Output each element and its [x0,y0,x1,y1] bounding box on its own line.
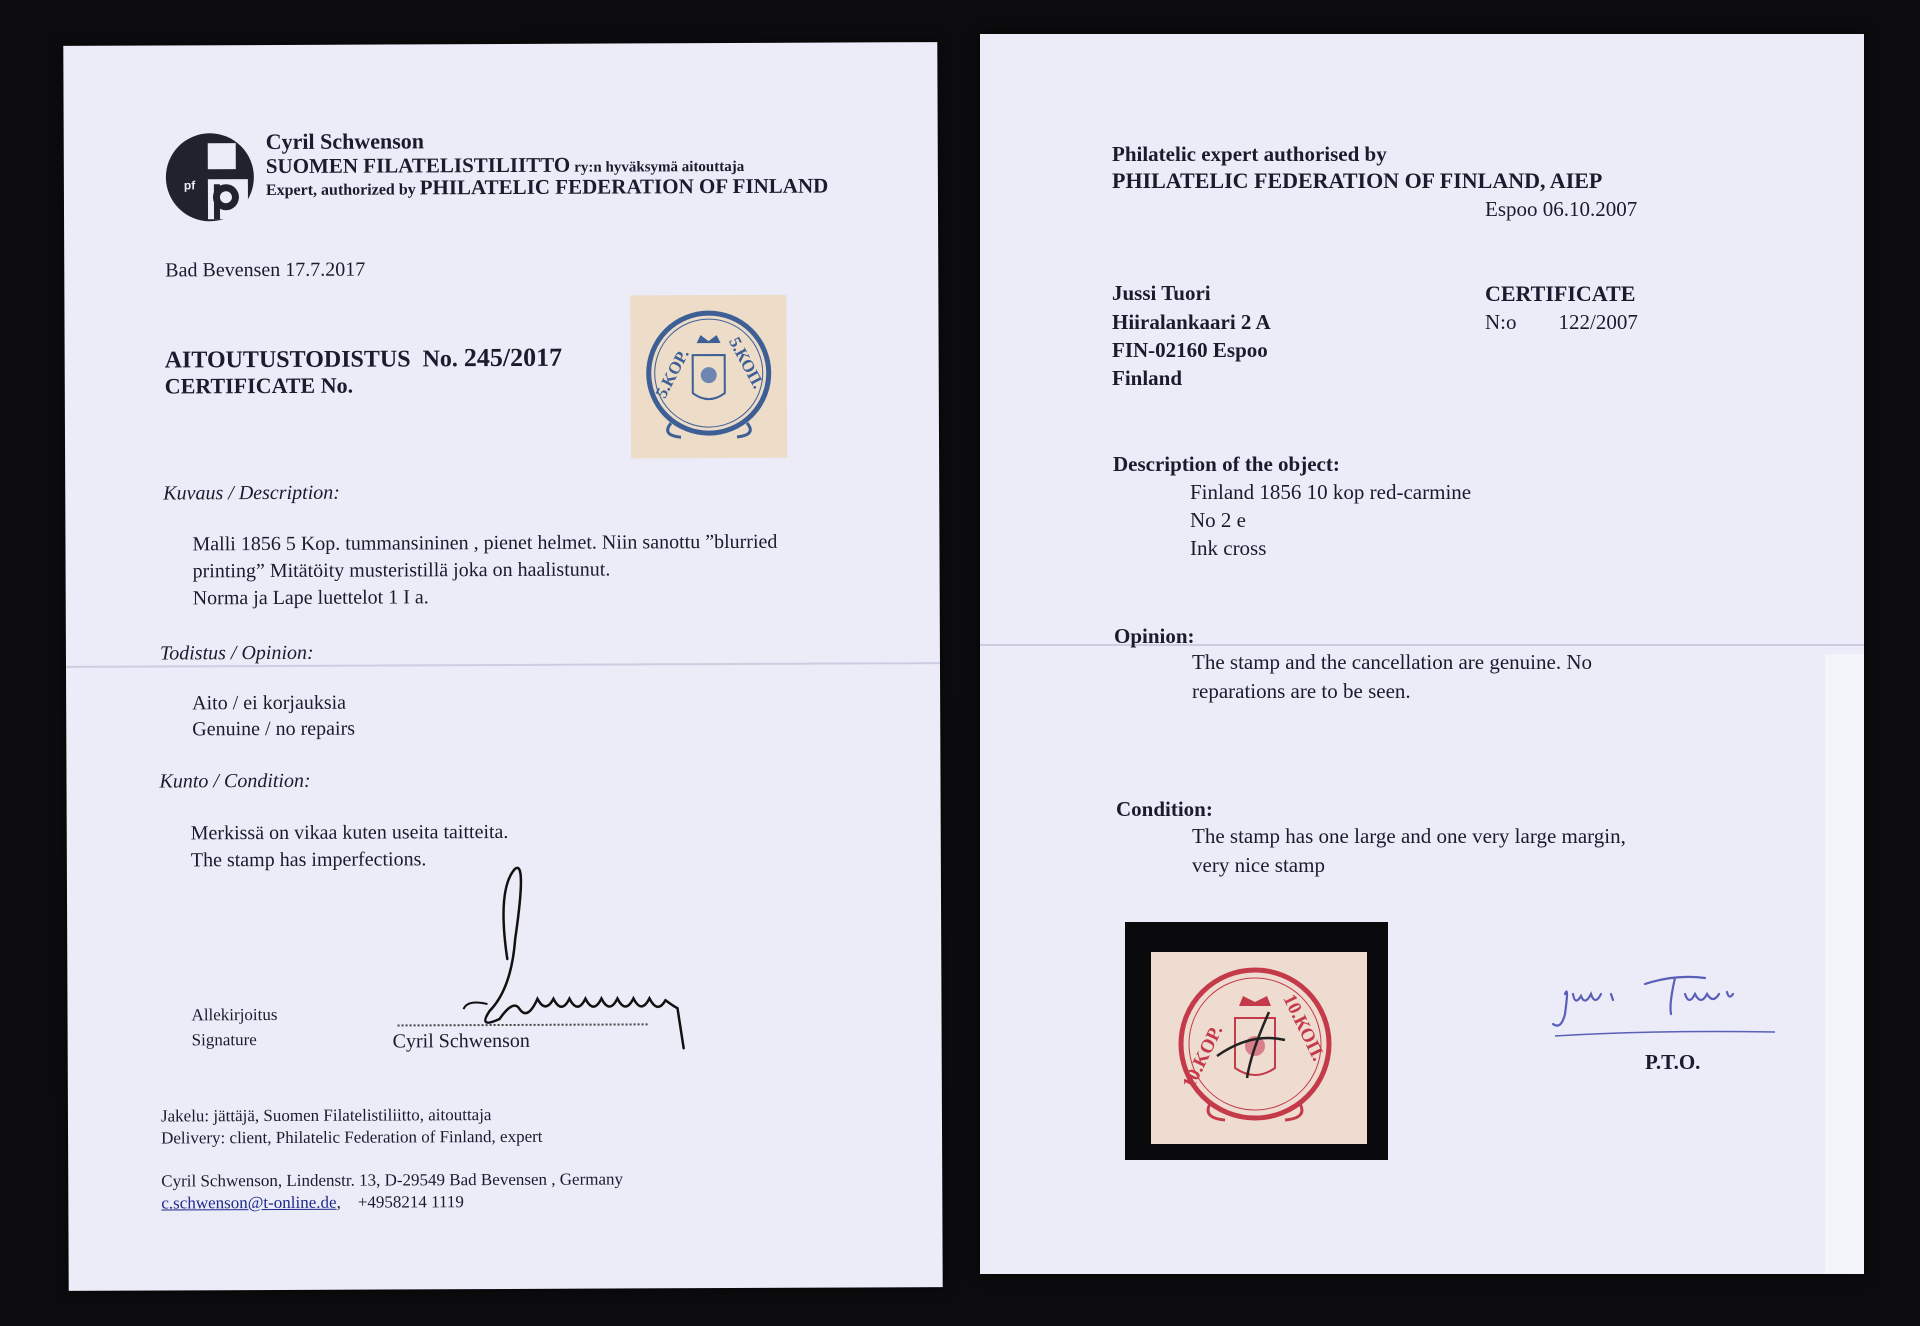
opinion-line-1: The stamp and the cancellation are genuine. No [1192,650,1593,674]
stamp-5-kop-design [630,295,787,459]
address: Cyril Schwenson, Lindenstr. 13, D-29549 Bad Bevensen , Germany [161,1169,624,1191]
signature-label-fi: Allekirjoitus [191,1004,278,1025]
place-date: Espoo 06.10.2007 [1485,197,1638,221]
description-line-3: Norma ja Lape luettelot 1 I a. [192,586,429,610]
cert-title-fi: AITOUTUSTODISTUS [164,346,411,374]
condition-line-2: very nice stamp [1192,853,1325,877]
signature-label-en: Signature [191,1030,257,1050]
stamp-10-kop [1151,952,1367,1144]
condition-line-2: The stamp has imperfections. [190,848,427,872]
delivery-en: Delivery: client, Philatelic Federation of Finland, expert [161,1126,543,1148]
opinion-line-2: Genuine / no repairs [192,717,356,741]
pf-logo [164,129,262,225]
description-heading: Kuvaus / Description: [163,481,340,505]
certificate-left [63,42,942,1291]
opinion-line-2: reparations are to be seen. [1192,679,1411,703]
signature-jussi-tuori [1535,934,1795,1044]
cert-number: 122/2007 [1558,310,1638,334]
description-line-1: Malli 1856 5 Kop. tummansininen , pienet helmet. Niin sanottu ”blurried [192,530,778,556]
opinion-heading: Opinion: [1114,624,1195,648]
stamp-10-kop-design [1151,952,1367,1144]
expert-name: Cyril Schwenson [265,128,425,155]
header-line-1: Philatelic expert authorised by [1112,142,1387,166]
signer-name: Cyril Schwenson [392,1029,530,1053]
phone: +4958214 1119 [357,1192,464,1212]
cert-title-en: CERTIFICATE No. [164,372,354,399]
paper-edge [1825,654,1864,1274]
stamp-denomination-left: 5.KOP. [651,346,693,402]
cert-no-label: N:o [1485,310,1517,334]
cert-no-label: No. [422,346,458,373]
logo-lettering: pf [183,178,196,193]
stamp-denomination-right: 10.КОП. [1278,990,1329,1065]
description-line-3: Ink cross [1190,536,1267,560]
email-link[interactable]: c.schwenson@t-online.de [161,1192,337,1213]
signature-text: Jussi Tuori [1535,934,1540,935]
federation-name-fi: SUOMEN FILATELISTILIITTO [265,152,571,179]
authorization-fi: ry:n hyväksymä aitouttaja [574,158,745,176]
expert-name: Jussi Tuori [1112,281,1211,305]
stamp-denomination-right: 5.КОП. [725,333,768,392]
place-date: Bad Bevensen 17.7.2017 [165,258,366,282]
header-line-2: PHILATELIC FEDERATION OF FINLAND, AIEP [1112,168,1603,193]
delivery-fi: Jakelu: jättäjä, Suomen Filatelistiliitto, aitouttaja [160,1105,492,1126]
address-line-1: Hiiralankaari 2 A [1112,310,1271,334]
pto: P.T.O. [1645,1050,1701,1074]
opinion-line-1: Aito / ei korjauksia [192,691,347,715]
federation-name-en: PHILATELIC FEDERATION OF FINLAND [419,173,829,200]
certificate-right [980,34,1864,1274]
header-line-2 [266,174,828,202]
fold-line [980,644,1864,646]
description-line-1: Finland 1856 10 kop red-carmine [1190,480,1472,504]
stamp-denomination-left: 10.KOP. [1178,1021,1228,1093]
opinion-heading: Todistus / Opinion: [159,641,314,665]
contact-line: c.schwenson@t-online.de, +4958214 1119 [161,1192,464,1213]
cert-title-line [165,342,563,376]
cert-number: 245/2017 [463,342,563,373]
address-line-3: Finland [1112,366,1183,390]
description-heading: Description of the object: [1113,452,1340,476]
condition-heading: Condition: [1116,797,1213,821]
description-line-2: No 2 e [1190,508,1246,532]
cert-title: CERTIFICATE [1485,281,1636,306]
authorization-en: Expert, authorized by [265,181,416,200]
condition-line-1: The stamp has one large and one very large margin, [1192,824,1626,848]
cert-number-line [1485,310,1638,335]
address-line-2: FIN-02160 Espoo [1112,338,1268,362]
condition-line-1: Merkissä on vikaa kuten useita taitteita. [190,820,509,845]
condition-heading: Kunto / Condition: [159,769,311,793]
description-line-2: printing” Mitätöity musteristillä joka on haalistunut. [192,558,611,583]
stamp-mount [1125,922,1388,1160]
stamp-5-kop [630,295,787,459]
